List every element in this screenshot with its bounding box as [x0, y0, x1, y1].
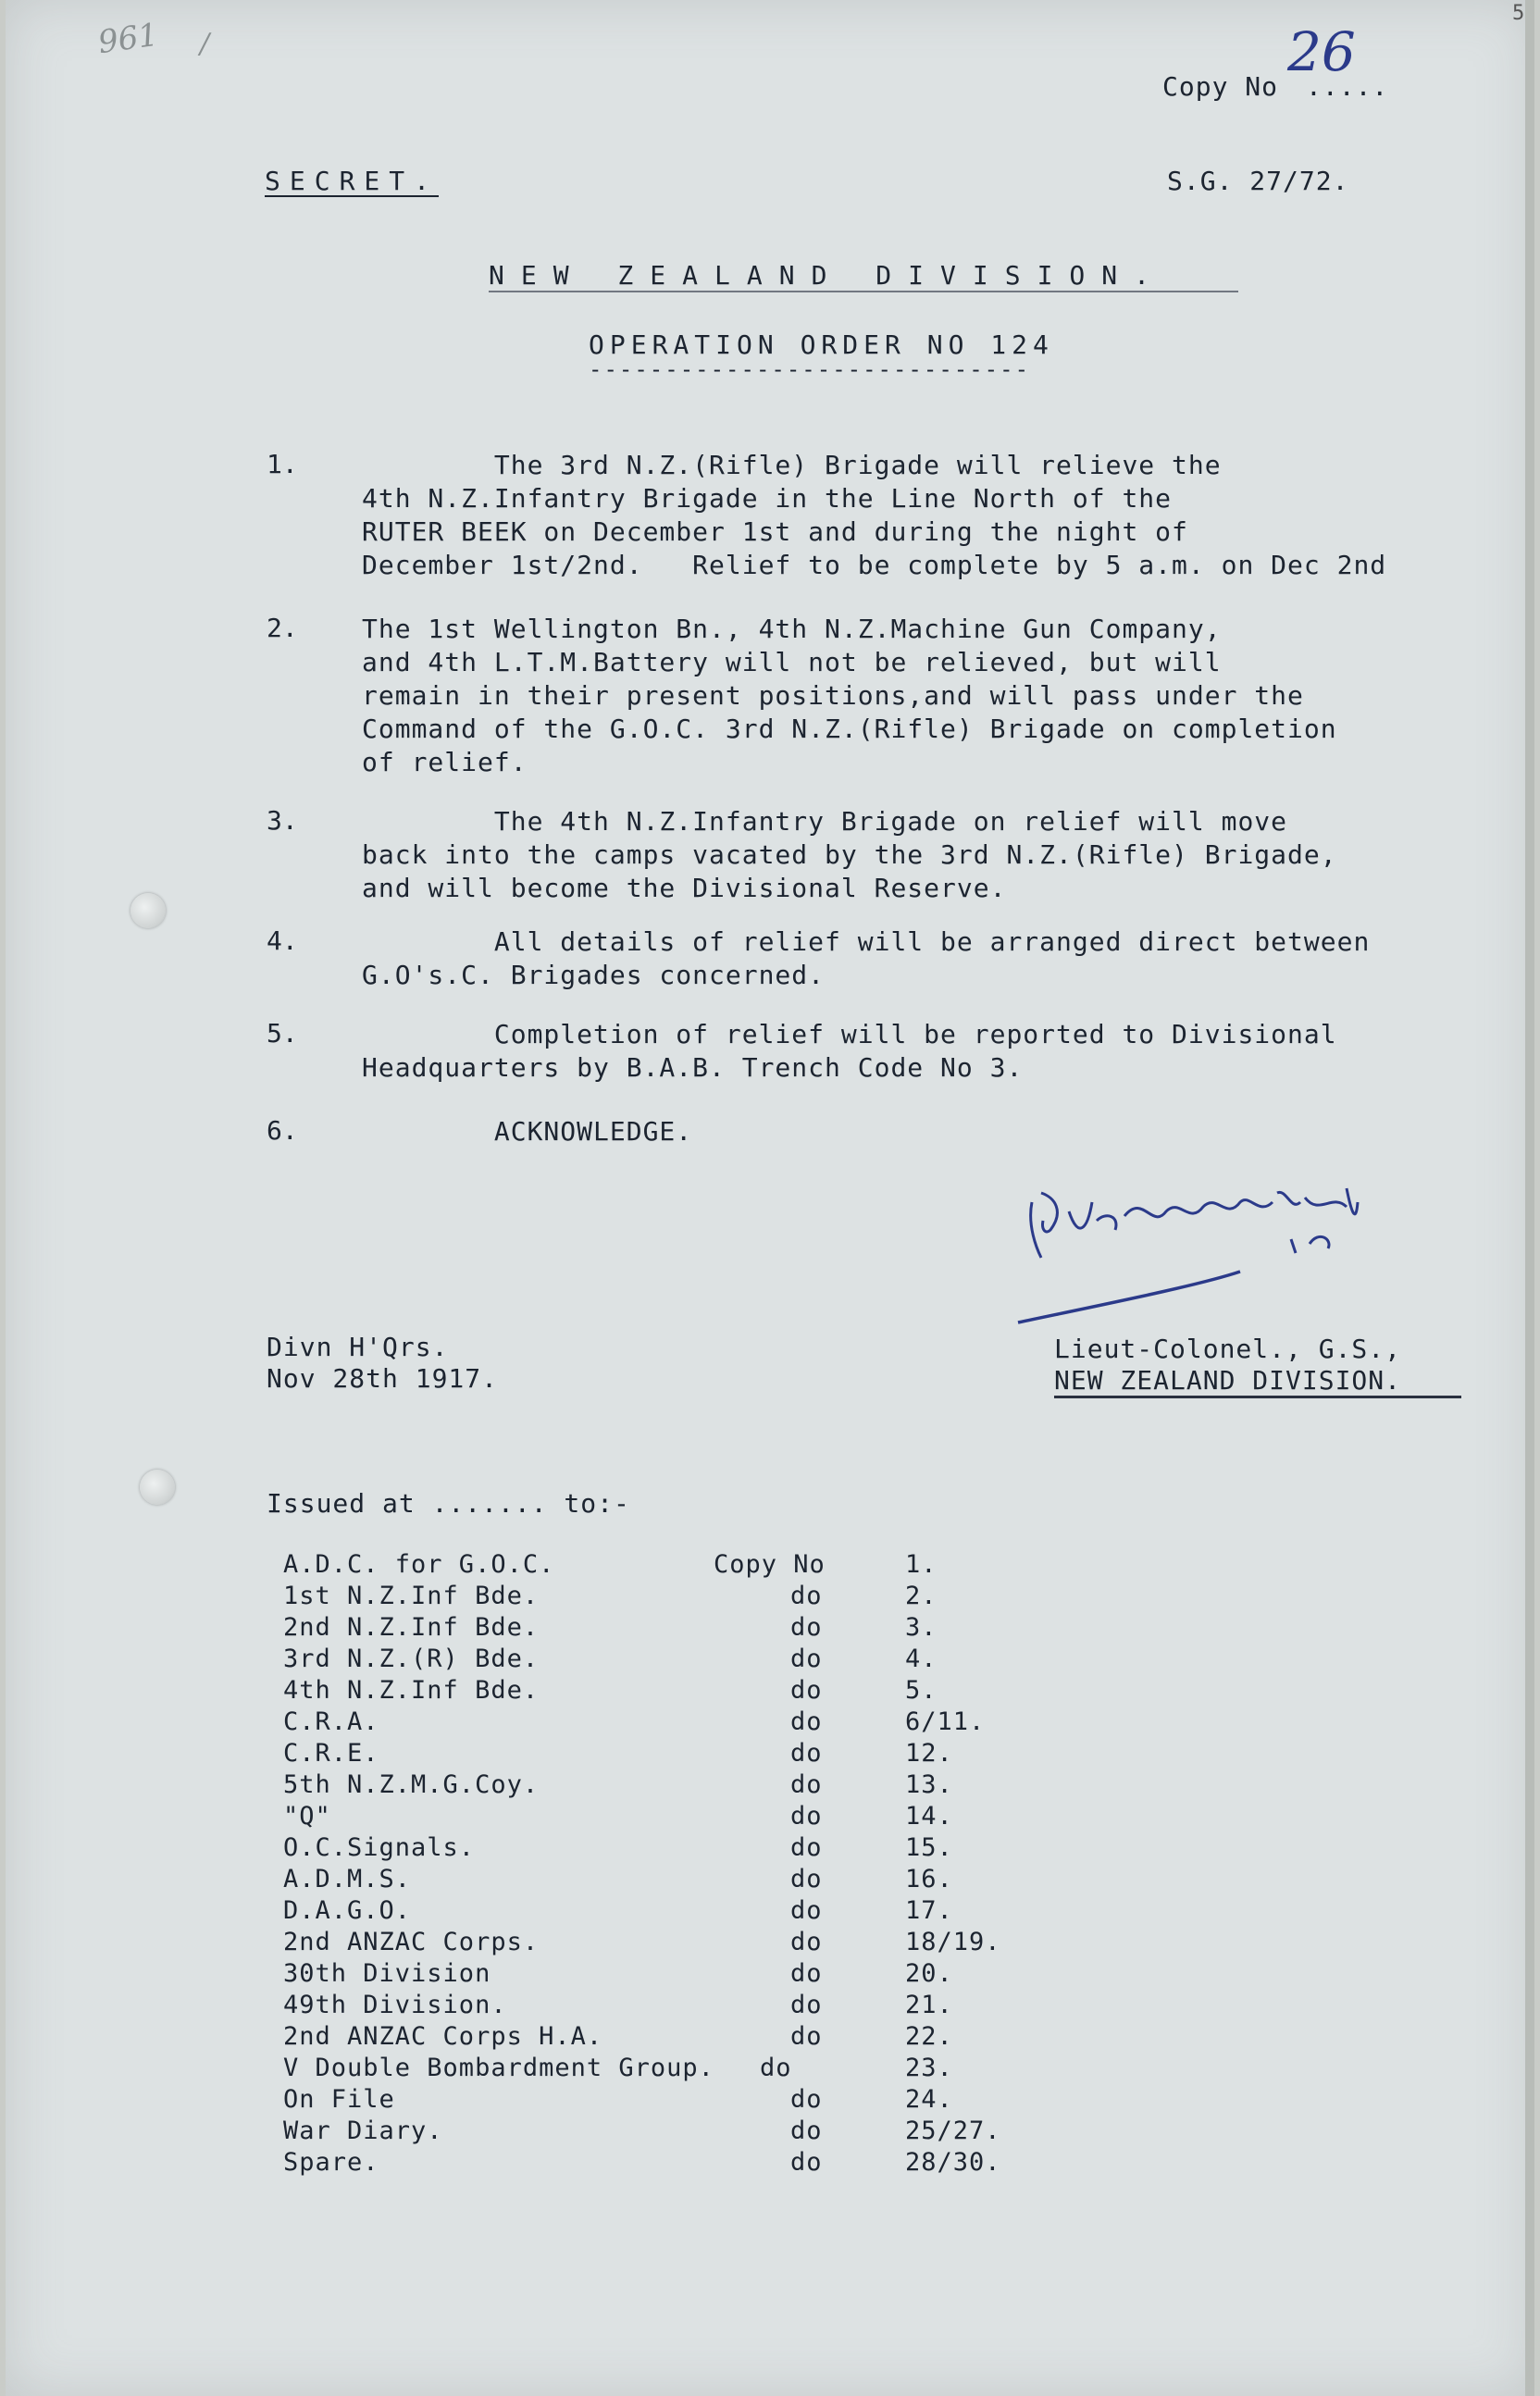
distribution-row [283, 1991, 1116, 2022]
copy-number: 22. [905, 2022, 953, 2051]
para-1-line-4: December 1st/2nd. Relief to be complete by 5 a.m. on Dec 2nd [362, 550, 1387, 580]
para-2-line-4: Command of the G.O.C. 3rd N.Z.(Rifle) Brigade on completion [362, 714, 1337, 744]
recipient: 5th N.Z.M.G.Coy. [283, 1770, 540, 1799]
issued-line: Issued at ....... to:- [267, 1488, 630, 1519]
distribution-row [283, 2022, 1116, 2054]
copy-number: 25/27. [905, 2117, 1001, 2145]
recipient: Spare. [283, 2148, 379, 2177]
distribution-row [283, 1645, 1116, 1676]
recipient: War Diary. [283, 2117, 443, 2145]
copy-ditto: Copy No [714, 1550, 826, 1579]
para-3-line-1: The 4th N.Z.Infantry Brigade on relief will move [362, 806, 1288, 837]
distribution-row [283, 1928, 1116, 1959]
copy-ditto: do [790, 1959, 823, 1988]
copy-ditto: do [790, 1896, 823, 1925]
distribution-row [283, 1739, 1116, 1770]
copy-dots: ..... [1306, 71, 1389, 102]
para-4-line-2: G.O's.C. Brigades concerned. [362, 960, 826, 990]
para-2-line-3: remain in their present positions,and will pass under the [362, 680, 1304, 711]
copy-number: 16. [905, 1865, 953, 1893]
copy-number: 24. [905, 2085, 953, 2114]
para-4-line-1: All details of relief will be arranged direct between [362, 926, 1371, 957]
para-5-number: 5. [267, 1018, 298, 1049]
copy-ditto: do [790, 1991, 823, 2019]
page-corner-number: 5 [1512, 2, 1525, 25]
document-sheet [6, 0, 1534, 2396]
copy-ditto: do [790, 1770, 823, 1799]
copy-ditto: do [790, 1645, 823, 1673]
recipient: 2nd ANZAC Corps. [283, 1928, 540, 1956]
recipient: V Double Bombardment Group. [283, 2054, 714, 2082]
distribution-row [283, 1896, 1116, 1928]
copy-ditto: do [790, 1582, 823, 1610]
para-2-line-5: of relief. [362, 747, 528, 777]
recipient: 2nd N.Z.Inf Bde. [283, 1613, 540, 1642]
punch-hole-top [130, 893, 166, 928]
copy-number: 12. [905, 1739, 953, 1768]
copy-number: 21. [905, 1991, 953, 2019]
copy-number: 14. [905, 1802, 953, 1831]
copy-number: 20. [905, 1959, 953, 1988]
distribution-row [283, 2054, 1116, 2085]
copy-number: 23. [905, 2054, 953, 2082]
handwritten-signature [977, 1157, 1458, 1353]
distribution-row [283, 2085, 1116, 2117]
copy-number: 13. [905, 1770, 953, 1799]
title-underline [489, 291, 1238, 292]
recipient: 4th N.Z.Inf Bde. [283, 1676, 540, 1705]
pencil-mark: / [200, 28, 210, 60]
classification: SECRET. [265, 166, 440, 196]
signature-unit-underline [1054, 1396, 1461, 1398]
copy-number: 5. [905, 1676, 938, 1705]
origin-date: Nov 28th 1917. [267, 1363, 499, 1394]
copy-number: 4. [905, 1645, 938, 1673]
copy-ditto: do [790, 2085, 823, 2114]
order-subtitle: OPERATION ORDER NO 124 [589, 329, 1054, 360]
recipient: 49th Division. [283, 1991, 507, 2019]
para-3-line-2: back into the camps vacated by the 3rd N.Z.(Rifle) Brigade, [362, 839, 1337, 870]
copy-number: 18/19. [905, 1928, 1001, 1956]
copy-ditto: do [790, 1676, 823, 1705]
para-1-number: 1. [267, 449, 298, 479]
copy-number: 3. [905, 1613, 938, 1642]
recipient: C.R.A. [283, 1707, 379, 1736]
copy-number: 1. [905, 1550, 938, 1579]
recipient: "Q" [283, 1802, 331, 1831]
distribution-row [283, 2148, 1116, 2179]
copy-ditto: do [790, 2117, 823, 2145]
origin-hq: Divn H'Qrs. [267, 1332, 449, 1362]
copy-ditto: do [790, 2022, 823, 2051]
para-1-line-1: The 3rd N.Z.(Rifle) Brigade will relieve the [362, 450, 1222, 480]
para-2-number: 2. [267, 613, 298, 643]
copy-ditto: do [790, 2148, 823, 2177]
recipient: 2nd ANZAC Corps H.A. [283, 2022, 603, 2051]
document-title: NEW ZEALAND DIVISION. [489, 260, 1167, 291]
copy-ditto: do [790, 1802, 823, 1831]
distribution-row [283, 1865, 1116, 1896]
copy-number: 17. [905, 1896, 953, 1925]
copy-number: 2. [905, 1582, 938, 1610]
copy-number: 28/30. [905, 2148, 1001, 2177]
distribution-row [283, 2117, 1116, 2148]
copy-ditto: do [790, 1739, 823, 1768]
distribution-row [283, 1833, 1116, 1865]
recipient: On File [283, 2085, 395, 2114]
copy-handwritten-number: 26 [1287, 20, 1356, 83]
para-2-line-2: and 4th L.T.M.Battery will not be relieved, but will [362, 647, 1222, 677]
recipient: 1st N.Z.Inf Bde. [283, 1582, 540, 1610]
para-1-line-3: RUTER BEEK on December 1st and during the night of [362, 516, 1188, 547]
recipient: C.R.E. [283, 1739, 379, 1768]
para-6-number: 6. [267, 1115, 298, 1146]
copy-ditto: do [790, 1865, 823, 1893]
distribution-row [283, 1802, 1116, 1833]
distribution-row [283, 1676, 1116, 1707]
distribution-row [283, 1613, 1116, 1645]
para-5-line-2: Headquarters by B.A.B. Trench Code No 3. [362, 1052, 1024, 1083]
recipient: A.D.C. for G.O.C. [283, 1550, 555, 1579]
signatory-rank: Lieut-Colonel., G.S., [1054, 1334, 1402, 1364]
para-3-number: 3. [267, 805, 298, 836]
copy-label: Copy No [1162, 71, 1279, 102]
recipient: O.C.Signals. [283, 1833, 476, 1862]
para-6-line-1: ACKNOWLEDGE. [362, 1116, 693, 1147]
punch-hole-bottom [140, 1470, 175, 1505]
para-1-line-2: 4th N.Z.Infantry Brigade in the Line North of the [362, 483, 1173, 514]
pencil-archive-number: 961 [95, 16, 161, 62]
para-4-number: 4. [267, 925, 298, 956]
subtitle-dashes: ----------------------------- [589, 356, 1031, 382]
recipient: 30th Division [283, 1959, 491, 1988]
distribution-row [283, 1550, 1116, 1582]
signatory-unit: NEW ZEALAND DIVISION. [1054, 1365, 1402, 1396]
distribution-row [283, 1959, 1116, 1991]
copy-ditto: do [790, 1613, 823, 1642]
recipient: D.A.G.O. [283, 1896, 412, 1925]
copy-ditto: do [760, 2054, 792, 2082]
distribution-row [283, 1582, 1116, 1613]
reference-number: S.G. 27/72. [1167, 166, 1349, 196]
recipient: A.D.M.S. [283, 1865, 412, 1893]
copy-number: 15. [905, 1833, 953, 1862]
para-2-line-1: The 1st Wellington Bn., 4th N.Z.Machine Gun Company, [362, 614, 1222, 644]
recipient: 3rd N.Z.(R) Bde. [283, 1645, 540, 1673]
copy-ditto: do [790, 1833, 823, 1862]
distribution-row [283, 1770, 1116, 1802]
copy-ditto: do [790, 1928, 823, 1956]
para-3-line-3: and will become the Divisional Reserve. [362, 873, 1007, 903]
copy-number: 6/11. [905, 1707, 986, 1736]
copy-ditto: do [790, 1707, 823, 1736]
page-edge [1525, 0, 1534, 2396]
para-5-line-1: Completion of relief will be reported to Divisional [362, 1019, 1337, 1049]
distribution-row [283, 1707, 1116, 1739]
